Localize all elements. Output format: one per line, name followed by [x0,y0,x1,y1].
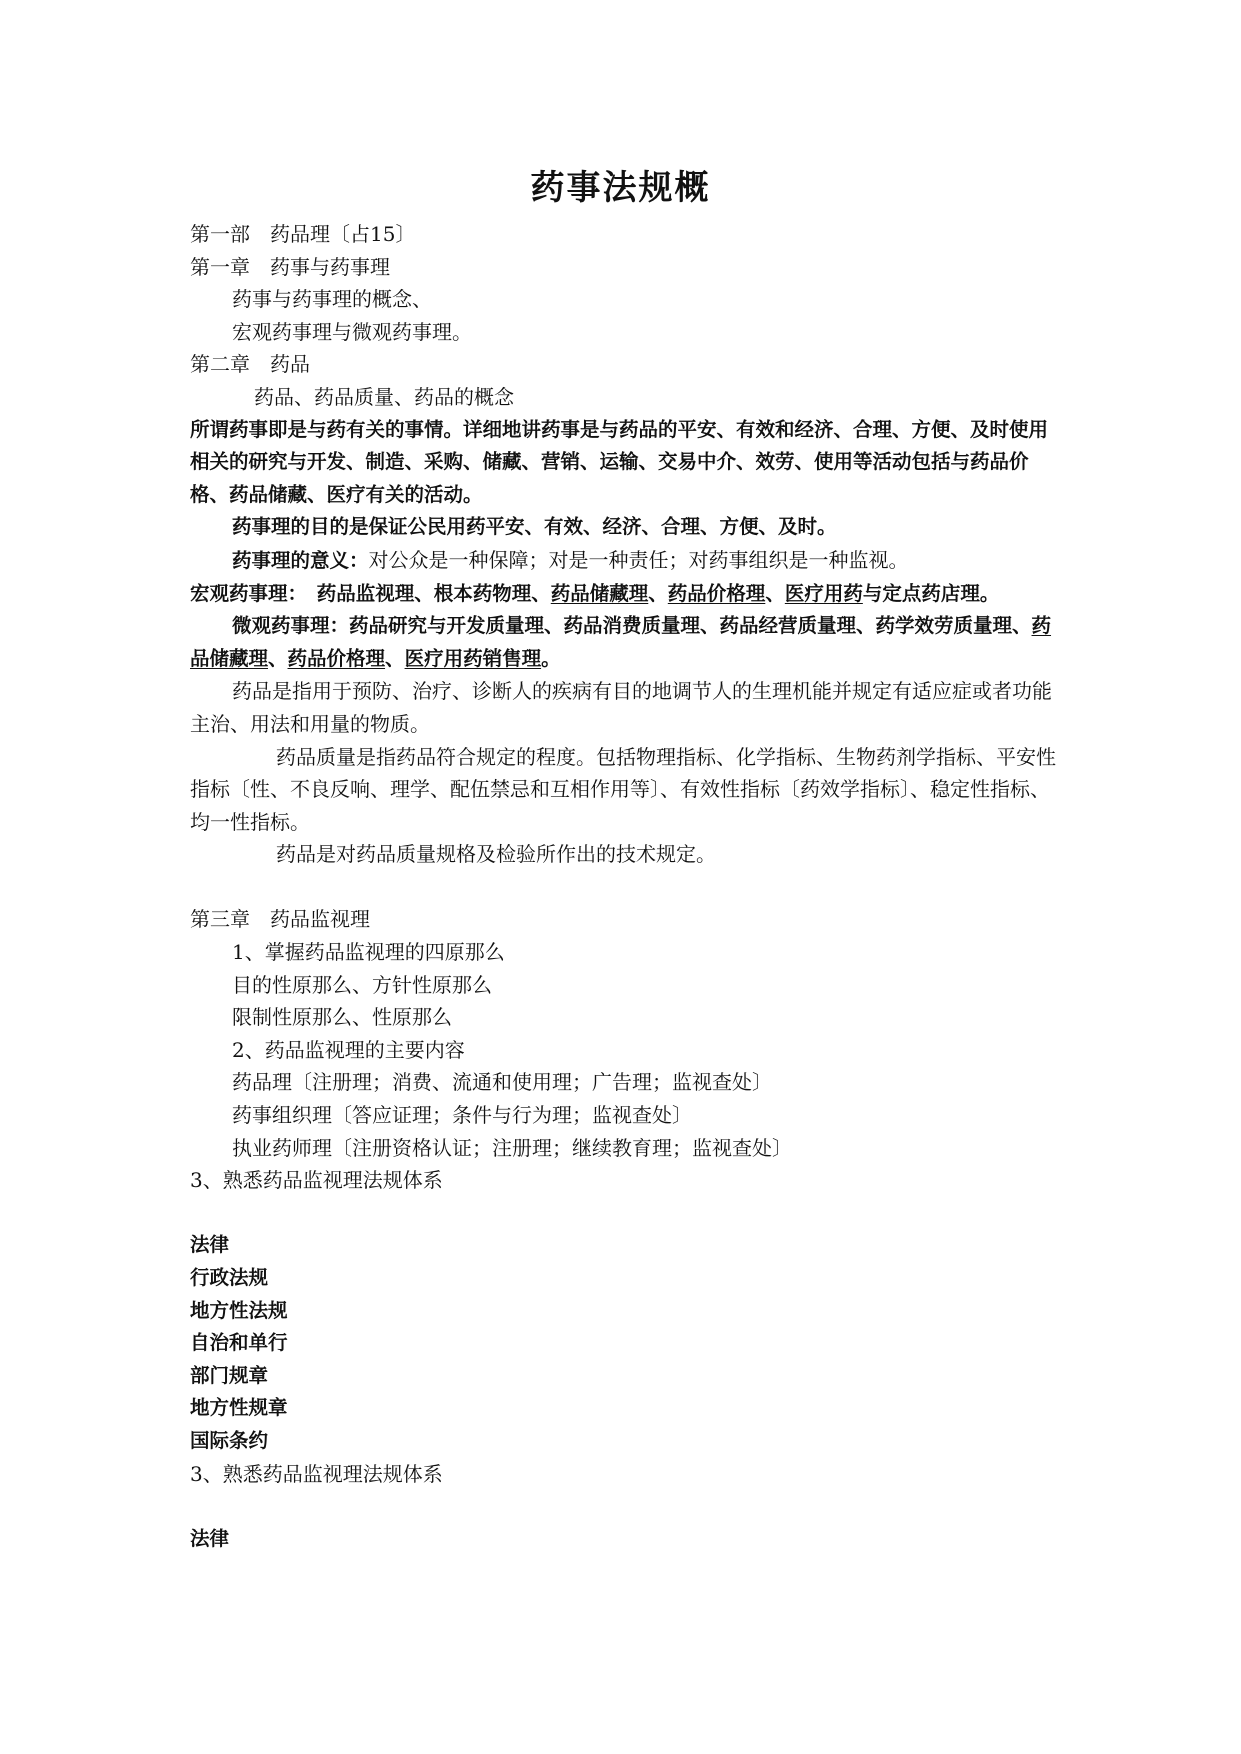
macro-text: 宏观药事理： 药品监视理、根本药物理、 [190,581,551,605]
drug-standard-definition: 药品是对药品质量规格及检验所作出的技术规定。 [276,842,716,867]
significance-label: 药事理的意义： [232,548,369,572]
micro-underline-1: 药品储藏理 [190,614,1052,670]
pharmacy-affairs-definition: 所谓药事即是与药有关的事情。详细地讲药事是与药品的平安、有效和经济、合理、方便、及时使用相关的研究与开发、制造、采购、储藏、营销、运输、交易中介、效劳、使用等活动包括与药品价格、药品储藏、医疗有关的活动。 [190,417,1049,506]
chapter-3-item-4: 2、药品监视理的主要内容 [232,1037,465,1062]
chapter-3-item-7: 执业药师理〔注册资格认证；注册理；继续教育理；监视查处〕 [232,1135,792,1160]
law-item: 自治和单行 [190,1331,288,1355]
management-purpose: 药事理的目的是保证公民用药平安、有效、经济、合理、方便、及时。 [232,515,837,539]
law-item: 法律 [190,1233,230,1257]
macro-management [190,578,1060,611]
spacer [190,1197,1060,1230]
chapter-3-item-1: 1、掌握药品监视理的四原那么 [232,940,505,965]
management-significance [190,544,1060,578]
chapter-1-heading: 第一章 药事与药事理 [190,254,390,279]
document-body [190,218,1060,1555]
document-title: 药事法规概 [530,168,711,208]
macro-underline-3: 医疗用药 [784,581,863,605]
law-item-last: 法律 [190,1526,230,1550]
macro-underline-2: 药品价格理 [667,581,766,605]
chapter-3-item-8: 3、熟悉药品监视理法规体系 [190,1168,443,1193]
chapter-2-item-1: 药品、药品质量、药品的概念 [254,384,514,409]
spacer [190,1490,1060,1523]
law-item: 地方性规章 [190,1396,288,1420]
micro-management [190,610,1060,675]
macro-sep-1: 、 [648,581,668,605]
macro-sep-2: 、 [765,581,785,605]
drug-definition: 药品是指用于预防、治疗、诊断人的疾病有目的地调节人的生理机能并规定有适应症或者功能主治、用法和用量的物质。 [190,679,1052,736]
chapter-3-heading: 第三章 药品监视理 [190,907,370,932]
macro-text-end: 与定点药店理。 [862,581,1000,605]
chapter-3-item-3: 限制性原那么、性原那么 [232,1005,452,1030]
micro-sep-1: 、 [268,646,288,670]
micro-underline-3: 医疗用药销售理 [404,646,542,670]
law-item: 国际条约 [190,1428,269,1452]
law-item: 地方性法规 [190,1298,288,1322]
part-heading: 第一部 药品理〔占15〕 [190,222,416,246]
significance-text: 对公众是一种保障；对是一种责任；对药事组织是一种监视。 [368,547,909,572]
law-item: 部门规章 [190,1363,269,1387]
drug-quality-definition: 药品质量是指药品符合规定的程度。包括物理指标、化学指标、生物药剂学指标、平安性指标〔性、不良反响、理学、配伍禁忌和互相作用等〕、有效性指标〔药效学指标〕、稳定性指标、均一性指标。 [190,744,1056,834]
macro-underline-1: 药品储藏理 [550,581,649,605]
chapter-3-item-9: 3、熟悉药品监视理法规体系 [190,1461,443,1486]
micro-underline-2: 药品价格理 [287,646,386,670]
chapter-1-item-1: 药事与药事理的概念、 [232,287,432,312]
chapter-3-item-6: 药事组织理〔答应证理；条件与行为理；监视查处〕 [232,1103,692,1128]
chapter-3-item-5: 药品理〔注册理；消费、流通和使用理；广告理；监视查处〕 [232,1070,772,1095]
law-item: 行政法规 [190,1266,269,1289]
chapter-2-heading: 第二章 药品 [190,352,310,377]
micro-sep-2: 、 [385,646,405,670]
spacer [190,871,1060,904]
chapter-3-item-2: 目的性原那么、方针性原那么 [232,972,492,997]
micro-text-end: 。 [541,646,561,670]
micro-text: 微观药事理：药品研究与开发质量理、药品消费质量理、药品经营质量理、药学效劳质量理、 [232,614,1032,638]
chapter-1-item-2: 宏观药事理与微观药事理。 [232,319,472,344]
